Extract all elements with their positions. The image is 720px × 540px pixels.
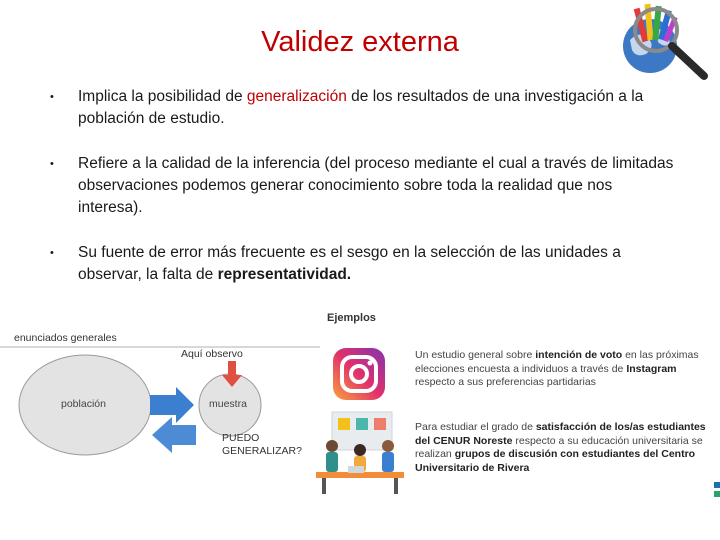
question-label: PUEDO GENERALIZAR? <box>222 432 302 457</box>
globe-magnifier-icon <box>612 0 716 84</box>
bullet-fuente-error: • Su fuente de error más frecuente es el sesgo en la selección de las unidades a observar, la falta de representatividad. <box>50 244 621 283</box>
slide-title: Validez externa <box>261 26 459 58</box>
bullet-list <box>50 86 680 309</box>
arrow-down-shaft <box>228 361 236 375</box>
sample-label: muestra <box>209 398 247 410</box>
slide-corner-mark <box>713 480 720 500</box>
diagram-top-label: enunciados generales <box>14 332 117 344</box>
examples-title: Ejemplos <box>327 312 376 324</box>
example-cenur-text: Para estudiar el grado de satisfacción de los/as estudiantes del CENUR Noreste respecto a su educación universitaria se realizan grupos de discusión con estudiantes del Centro Universitario de Rivera <box>415 421 706 474</box>
instagram-icon <box>332 347 386 401</box>
bullet-inferencia: • Refiere a la calidad de la inferencia (del proceso mediante el cual a través de limitadas observaciones podemos generar conocimiento sobre toda la realidad que nos interesa). <box>50 155 674 216</box>
arrow-left <box>152 417 196 453</box>
population-label: población <box>61 398 106 410</box>
students-group-illustration <box>312 410 408 496</box>
generalization-diagram <box>0 345 320 495</box>
bullet-generalizacion: • Implica la posibilidad de generalización de los resultados de una investigación a la población de estudio. <box>50 88 644 127</box>
example-instagram-text: Un estudio general sobre intención de voto en las próximas elecciones encuesta a individuos a través de Instagram respecto a sus preferencias partidarias <box>415 349 699 388</box>
observe-label: Aquí observo <box>181 348 243 360</box>
